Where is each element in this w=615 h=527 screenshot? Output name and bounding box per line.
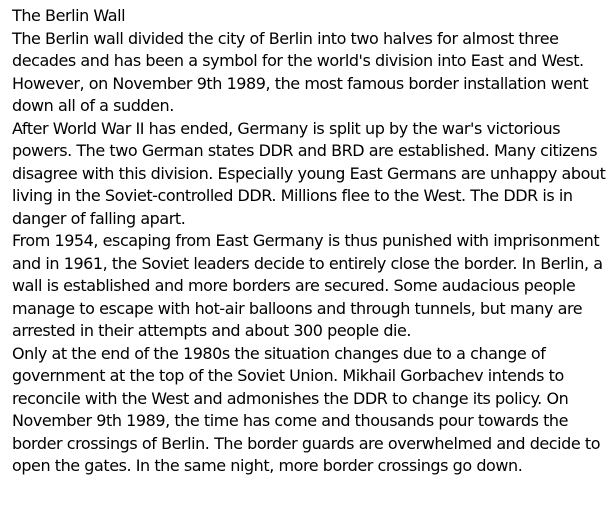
paragraph-fall: Only at the end of the 1980s the situation changes due to a change of government at the top of the Soviet Union. Mikhail Gorbachev intends to reconcile with the West and admonishes the DDR to change its policy. On November 9th 1989, the time has come and thousands pour towards the border crossings of Berlin. The border guards are overwhelmed and decide to open the gates. In the same night, more border crossings go down.	[12, 343, 601, 475]
paragraph-division: The Berlin wall divided the city of Berlin into two halves for almost three decades and has been a symbol for the world's division into East and West. However, on November 9th 1989, the most famous border installation went down all of a sudden.	[12, 28, 589, 115]
paragraph-postwar: After World War II has ended, Germany is split up by the war's victorious powers. The two German states DDR and BRD are established. Many citizens disagree with this division. Especially young East Germans are unhappy about living in the Soviet-controlled DDR. Millions flee to the West. The DDR is in danger of falling apart.	[12, 118, 606, 228]
document-title: The Berlin Wall	[12, 6, 126, 25]
paragraph-wall-built: From 1954, escaping from East Germany is thus punished with imprisonment and in 1961, the Soviet leaders decide to entirely close the border. In Berlin, a wall is established and more borders are secured. Some audacious people manage to escape with hot-air balloons and through tunnels, but many are arrested in their attempts and about 300 people die.	[12, 231, 603, 340]
